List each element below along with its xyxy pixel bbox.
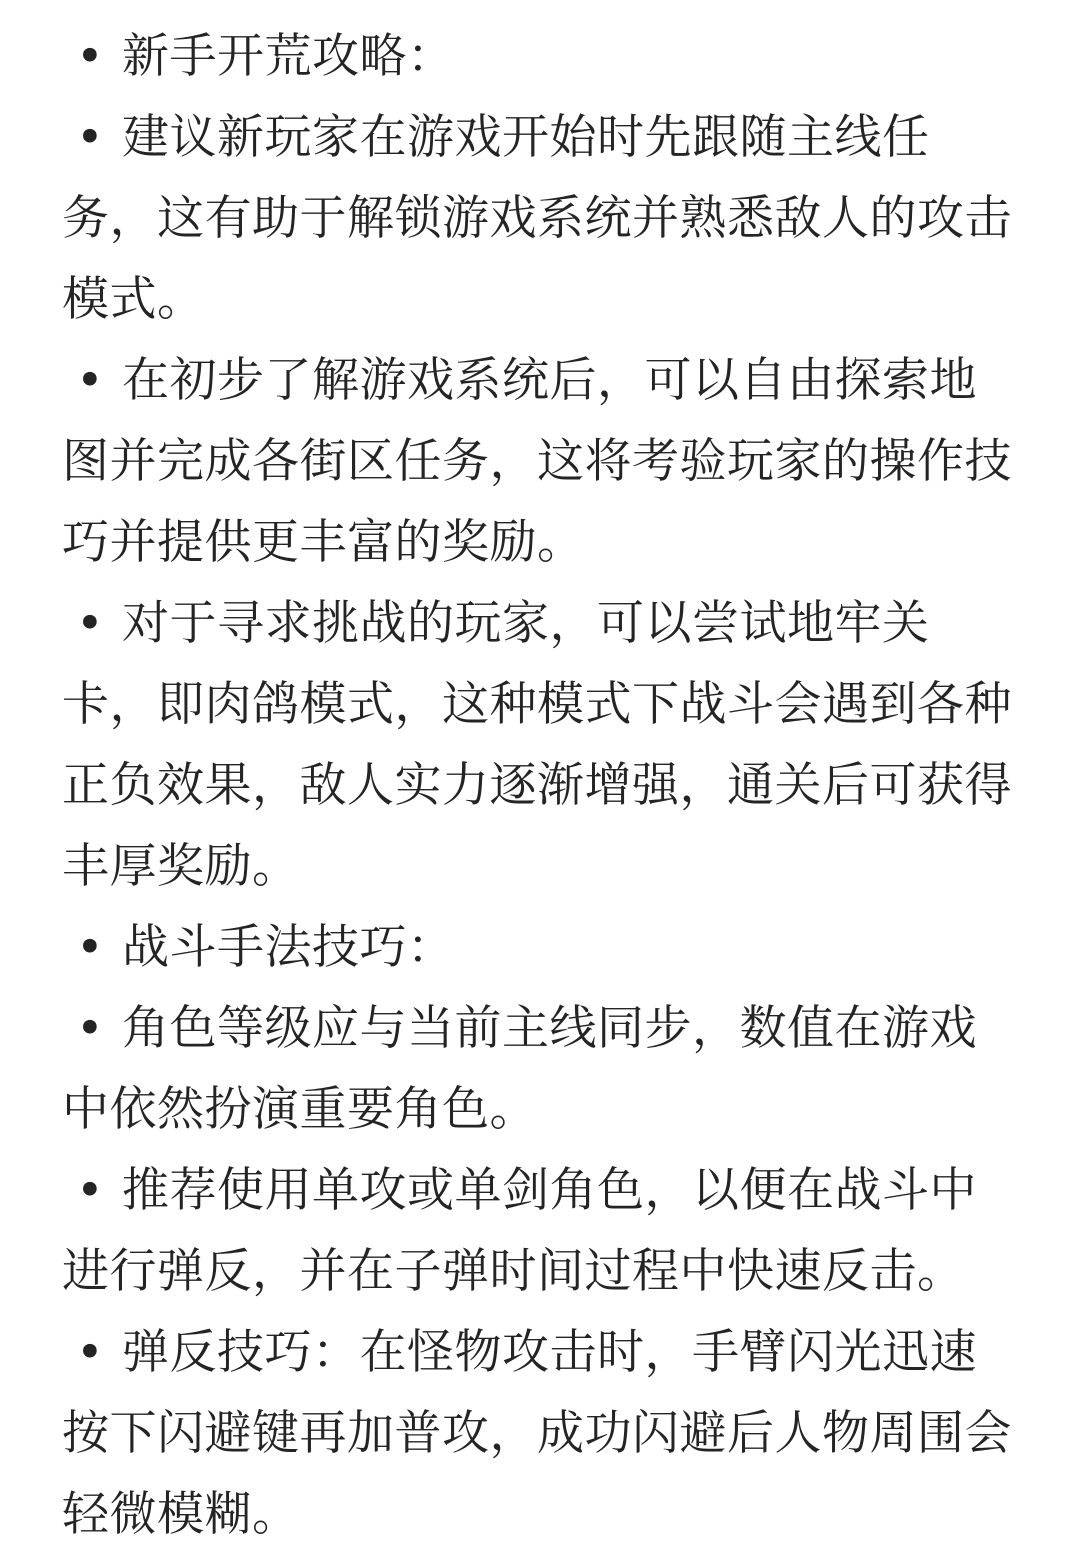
bullet-icon: • [76,920,105,975]
list-item [62,583,1024,907]
item-text: 在初步了解游戏系统后，可以自由探索地图并完成各街区任务，这将考验玩家的操作技巧并提供更丰富的奖励。 [62,353,1012,570]
list-item [62,16,1024,97]
bullet-icon: • [76,1325,105,1380]
list-item [62,1150,1024,1312]
list-item [62,97,1024,340]
bullet-icon: • [76,596,105,651]
item-text: 弹反技巧：在怪物攻击时，手臂闪光迅速按下闪避键再加普攻，成功闪避后人物周围会轻微模糊。 [62,1325,1012,1542]
list-item [62,988,1024,1150]
bullet-icon: • [76,29,105,84]
bullet-icon: • [76,1001,105,1056]
list-item [62,907,1024,988]
list-item [62,1312,1024,1555]
bullet-icon: • [76,353,105,408]
item-text: 建议新玩家在游戏开始时先跟随主线任务，这有助于解锁游戏系统并熟悉敌人的攻击模式。 [62,110,1012,327]
item-text: 角色等级应与当前主线同步，数值在游戏中依然扮演重要角色。 [62,1001,977,1137]
item-text: 新手开荒攻略： [122,29,455,84]
item-text: 推荐使用单攻或单剑角色，以便在战斗中进行弹反，并在子弹时间过程中快速反击。 [62,1163,977,1299]
item-text: 战斗手法技巧： [122,920,455,975]
bullet-icon: • [76,110,105,165]
guide-document [62,16,1024,1555]
item-text: 对于寻求挑战的玩家，可以尝试地牢关卡，即肉鸽模式，这种模式下战斗会遇到各种正负效果，敌人实力逐渐增强，通关后可获得丰厚奖励。 [62,596,1012,894]
bullet-icon: • [76,1163,105,1218]
list-item [62,340,1024,583]
